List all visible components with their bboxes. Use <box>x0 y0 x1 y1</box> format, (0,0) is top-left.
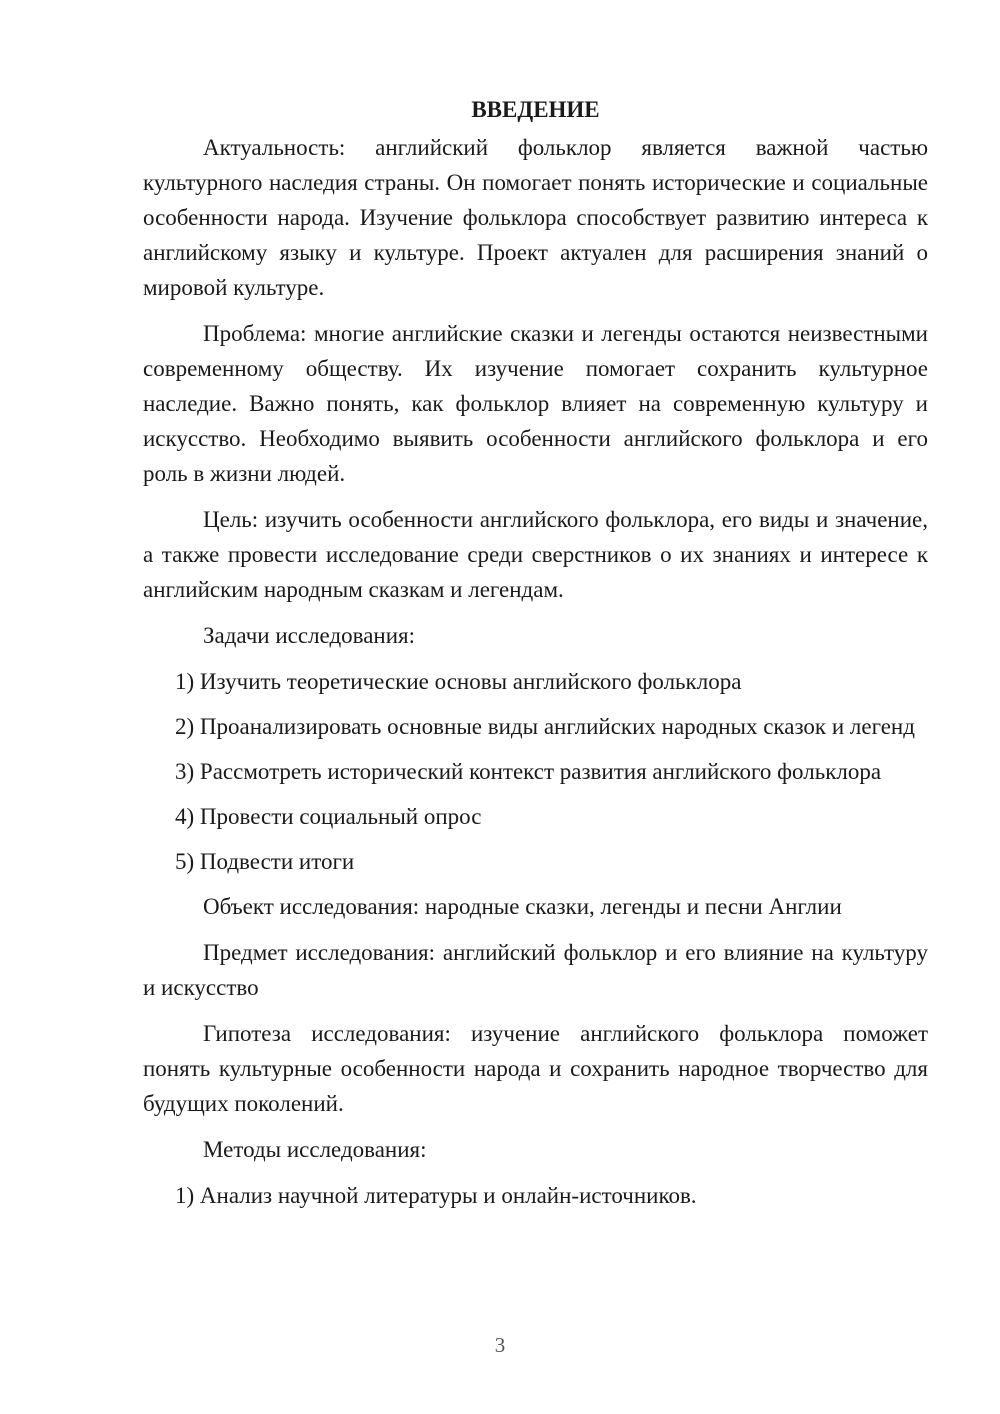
tasks-heading: Задачи исследования: <box>203 623 416 648</box>
relevance-paragraph: Актуальность: английский фольклор является важной частью культурного наследия страны. Он помогает понять исторические и социальные особенности народа. Изучение фольклора способствует развитию интереса к английскому языку и культуре. Проект актуален для расширения знаний о мировой культуре. <box>143 135 928 300</box>
problem-paragraph: Проблема: многие английские сказки и легенды остаются неизвестными современному обществу. Их изучение помогает сохранить культурное наследие. Важно понять, как фольклор влияет на современную культуру и искусство. Необходимо выявить особенности английского фольклора и его роль в жизни людей. <box>143 321 928 486</box>
methods-heading: Методы исследования: <box>203 1137 427 1162</box>
task-item-1: 1) Изучить теоретические основы английского фольклора <box>175 669 742 694</box>
task-item-3: 3) Рассмотреть исторический контекст развития английского фольклора <box>175 759 882 784</box>
page-number: 3 <box>494 1333 506 1357</box>
method-item-1: 1) Анализ научной литературы и онлайн-источников. <box>175 1183 697 1208</box>
task-item-4: 4) Провести социальный опрос <box>175 804 482 829</box>
object-paragraph: Объект исследования: народные сказки, легенды и песни Англии <box>203 894 842 919</box>
page-title: ВВЕДЕНИЕ <box>471 97 600 122</box>
goal-paragraph: Цель: изучить особенности английского фольклора, его виды и значение, а также провести исследование среди сверстников о их знаниях и интересе к английским народным сказкам и легендам. <box>143 507 928 602</box>
subject-paragraph: Предмет исследования: английский фольклор и его влияние на культуру и искусство <box>143 940 928 1000</box>
task-item-5: 5) Подвести итоги <box>175 849 355 874</box>
document-page <box>143 92 928 1223</box>
hypothesis-paragraph: Гипотеза исследования: изучение английского фольклора поможет понять культурные особенности народа и сохранить народное творчество для будущих поколений. <box>143 1021 928 1116</box>
task-item-2: 2) Проанализировать основные виды английских народных сказок и легенд <box>175 714 915 739</box>
